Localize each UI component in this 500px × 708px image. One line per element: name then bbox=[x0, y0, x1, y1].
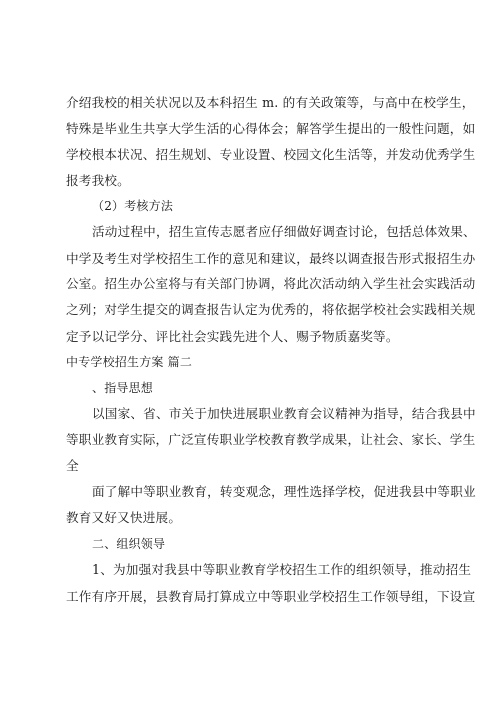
section-heading: （2）考核方法 bbox=[92, 199, 174, 213]
paragraph-line: 报考我校。 bbox=[66, 173, 130, 188]
paragraph-line: 之列；对学生提交的调查报告认定为优秀的，将依据学校社会实践相关规 bbox=[66, 302, 476, 317]
paragraph-line: 面了解中等职业教育，转变观念，理性选择学校，促进我县中等职业 bbox=[92, 484, 476, 499]
paragraph-line: 特殊是毕业生共享大学生活的心得体会；解答学生提出的一般性问题，如 bbox=[66, 121, 476, 136]
paragraph-line: 学校根本状况、招生规划、专业设置、校园文化生活等，并发动优秀学生 bbox=[66, 147, 476, 162]
paragraph-line: 定予以记学分、评比社会实践先进个人、赐予物质嘉奖等。 bbox=[66, 329, 399, 344]
paragraph-line: 以国家、省、市关于加快进展职业教育会议精神为指导，结合我县中 bbox=[92, 406, 476, 421]
section-heading: 二、组织领导 bbox=[92, 537, 166, 551]
paragraph-line: 全 bbox=[66, 458, 79, 473]
paragraph-line: 活动过程中，招生宣传志愿者应仔细做好调查讨论，包括总体效果、 bbox=[92, 224, 476, 239]
paragraph-line: 工作有序开展，县教育局打算成立中等职业学校招生工作领导组，下设宣 bbox=[66, 589, 476, 604]
paragraph-line: 等职业教育实际，广泛宣传职业学校教育教学成果，让社会、家长、学生 bbox=[66, 432, 476, 447]
paragraph-line: 教育又好又快进展。 bbox=[66, 510, 182, 525]
paragraph-line: 中学及考生对学校招生工作的意见和建议，最终以调查报告形式报招生办 bbox=[66, 251, 476, 266]
section-heading: 、指导思想 bbox=[92, 381, 154, 395]
document-title: 中专学校招生方案 篇二 bbox=[66, 355, 193, 369]
paragraph-line: 公室。招生办公室将与有关部门协调，将此次活动纳入学生社会实践活动 bbox=[66, 276, 476, 291]
paragraph-line: 介绍我校的相关状况以及本科招生 m. 的有关政策等，与高中在校学生， bbox=[66, 95, 475, 110]
paragraph-line: 1、为加强对我县中等职业教育学校招生工作的组织领导，推动招生 bbox=[92, 562, 472, 577]
